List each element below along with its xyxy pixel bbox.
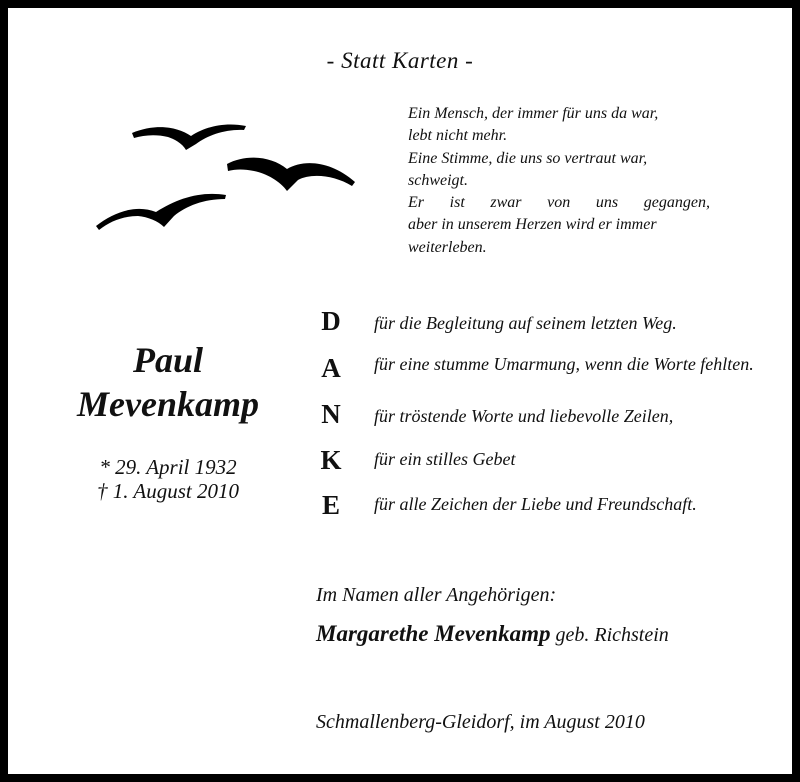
bird-2 <box>227 158 355 191</box>
life-dates <box>28 455 308 503</box>
danke-letter: E <box>321 490 340 520</box>
poem-line: Er ist zwar von uns gegangen, <box>408 194 710 212</box>
danke-letter: D <box>321 306 341 336</box>
bird-3 <box>96 194 226 230</box>
poem-line: Ein Mensch, der immer für uns da war, <box>408 105 659 122</box>
header-title: - Statt Karten - <box>326 48 474 73</box>
danke-letter: N <box>321 399 341 429</box>
danke-text: für alle Zeichen der Liebe und Freundschaft. <box>374 494 697 514</box>
poem-line: weiterleben. <box>408 238 487 256</box>
poem-line: Eine Stimme, die uns so vertraut war, <box>408 149 648 167</box>
danke-text: für die Begleitung auf seinem letzten Weg. <box>374 313 677 333</box>
danke-text: für ein stilles Gebet <box>374 449 516 469</box>
birth-date: * 29. April 1932 <box>99 455 237 479</box>
signer-maiden-name: geb. Richstein <box>555 624 669 646</box>
poem <box>408 103 710 259</box>
flying-birds-icon <box>86 111 356 231</box>
deceased-name <box>28 338 308 426</box>
signer <box>316 621 669 647</box>
obituary-card <box>8 8 792 774</box>
danke-letter: A <box>321 353 341 383</box>
bird-1 <box>132 124 246 150</box>
family-label: Im Namen aller Angehörigen: <box>316 584 557 606</box>
first-name: Paul <box>132 340 203 380</box>
poem-line: schweigt. <box>408 171 468 189</box>
last-name: Mevenkamp <box>77 384 259 424</box>
death-date: † 1. August 2010 <box>97 479 239 503</box>
poem-line: lebt nicht mehr. <box>408 127 508 145</box>
signer-name: Margarethe Mevenkamp <box>316 621 551 646</box>
danke-text: für eine stumme Umarmung, wenn die Worte fehlten. <box>374 354 754 374</box>
danke-letter: K <box>320 445 342 475</box>
place-date: Schmallenberg-Gleidorf, im August 2010 <box>316 711 645 733</box>
danke-text: für tröstende Worte und liebevolle Zeilen, <box>374 406 674 426</box>
poem-line: aber in unserem Herzen wird er immer <box>408 216 657 234</box>
